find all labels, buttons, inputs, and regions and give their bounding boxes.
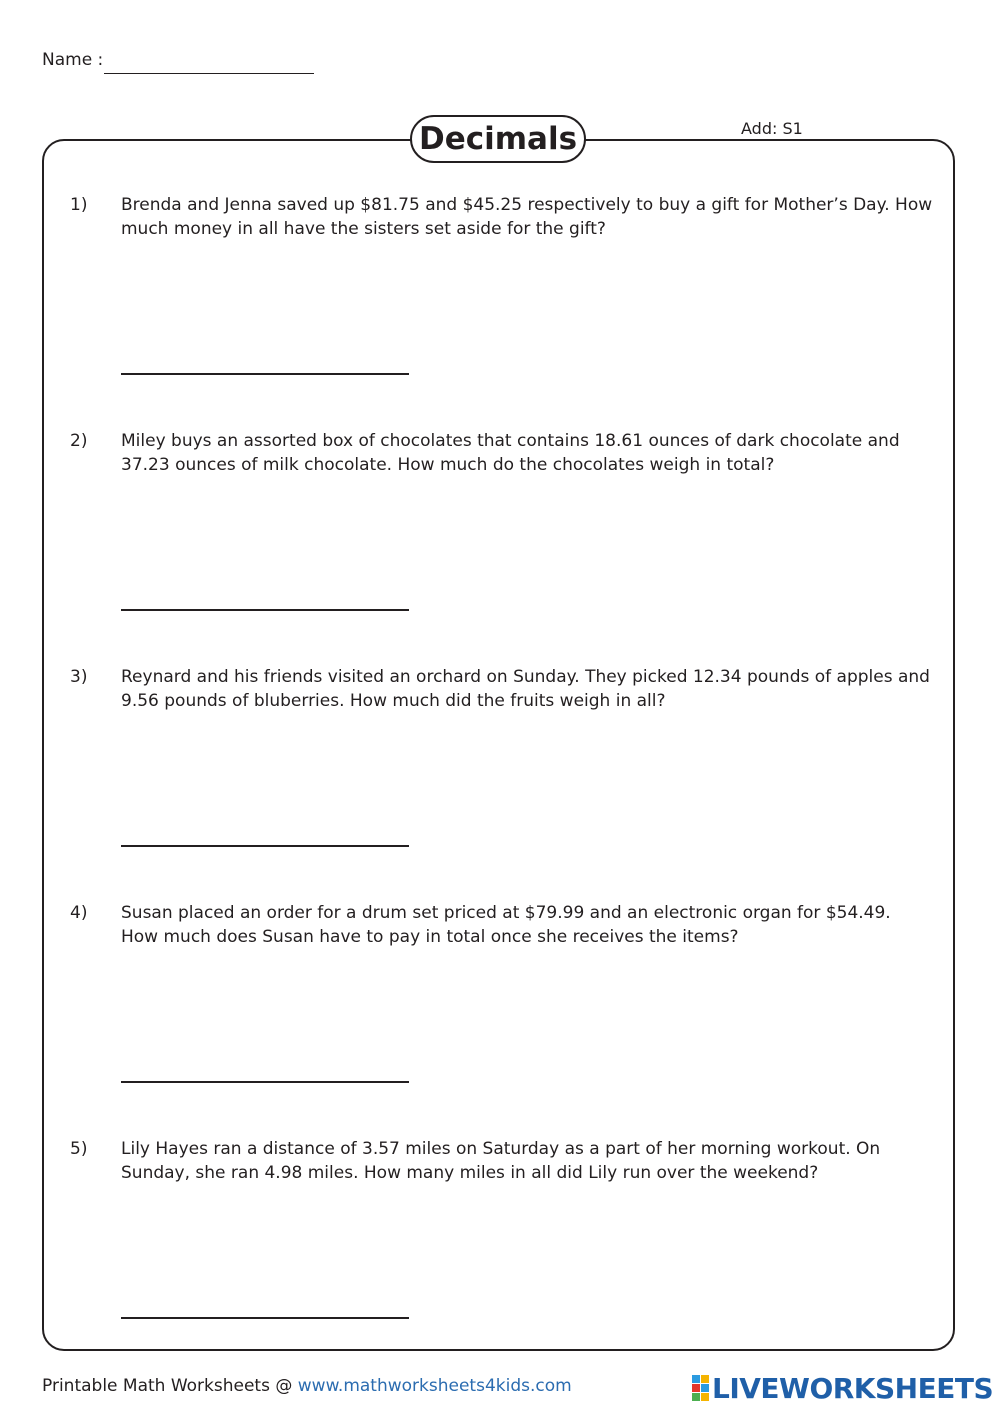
name-label: Name : <box>42 50 104 70</box>
footer-credit <box>42 1376 572 1396</box>
answer-line[interactable] <box>121 1081 409 1083</box>
question-number: 3) <box>70 667 88 687</box>
question-text: Reynard and his friends visited an orchard on Sunday. They picked 12.34 pounds of apples and 9.56 pounds of bluberries. How much did the fruits weigh in all? <box>121 667 930 711</box>
question-text: Susan placed an order for a drum set priced at $79.99 and an electronic organ for $54.49. How much does Susan have to pay in total once she receives the items? <box>121 903 891 947</box>
footer-link[interactable]: www.mathworksheets4kids.com <box>297 1376 572 1396</box>
question-text: Miley buys an assorted box of chocolates that contains 18.61 ounces of dark chocolate and 37.23 ounces of milk chocolate. How much do the chocolates weigh in total? <box>121 431 900 475</box>
liveworksheets-icon <box>692 1375 709 1401</box>
question-text: Brenda and Jenna saved up $81.75 and $45.25 respectively to buy a gift for Mother’s Day. How much money in all have the sisters set aside for the gift? <box>121 195 933 239</box>
name-line[interactable] <box>104 73 314 74</box>
footer-prefix: Printable Math Worksheets @ <box>42 1376 298 1396</box>
answer-line[interactable] <box>121 373 409 375</box>
question-number: 1) <box>70 195 88 215</box>
liveworksheets-logo[interactable] <box>692 1372 993 1404</box>
worksheet-title: Decimals <box>410 115 586 163</box>
question-text: Lily Hayes ran a distance of 3.57 miles on Saturday as a part of her morning workout. On Sunday, she ran 4.98 miles. How many miles in all did Lily run over the weekend? <box>121 1139 881 1183</box>
liveworksheets-text: LIVEWORKSHEETS <box>712 1371 994 1405</box>
question-number: 4) <box>70 903 88 923</box>
answer-line[interactable] <box>121 609 409 611</box>
answer-line[interactable] <box>121 1317 409 1319</box>
answer-line[interactable] <box>121 845 409 847</box>
worksheet-code: Add: S1 <box>741 119 803 138</box>
question-number: 2) <box>70 431 88 451</box>
question-number: 5) <box>70 1139 88 1159</box>
